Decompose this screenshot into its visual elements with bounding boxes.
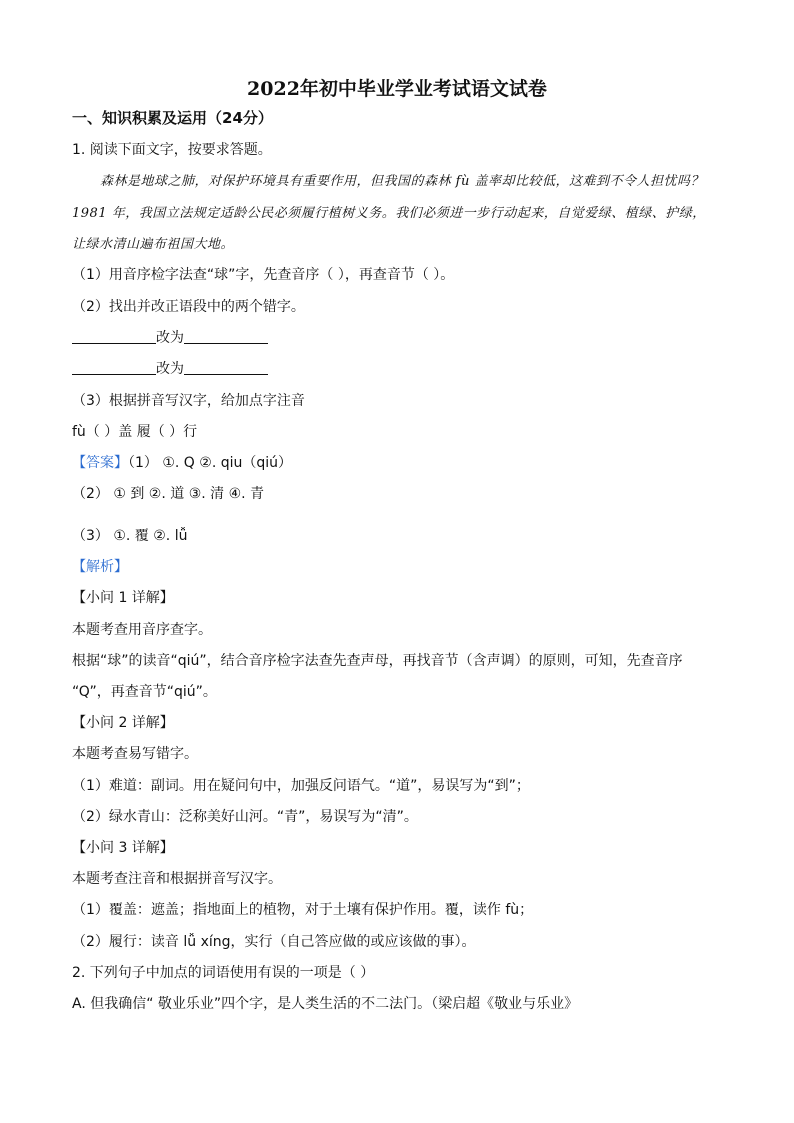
analysis-text: 本题考查用音序查字。 [72, 622, 212, 638]
sub-question-1: （1）用音序检字法查“球”字，先查音序（ ），再查音节（ ）。 [72, 267, 455, 283]
answer-text: （1） ①. Q ②. qiu（qiú） [128, 455, 293, 471]
question-2-option-a: A. 但我确信“ 敬业乐业”四个字，是人类生活的不二法门。（梁启超《敬业与乐业》 [72, 996, 579, 1012]
analysis-tag: 【解析】 [72, 559, 128, 575]
analysis-subheading-1: 【小问 1 详解】 [72, 590, 174, 606]
answer-row-2: （2） ① 到 ②. 道 ③. 清 ④. 青 [72, 486, 265, 502]
fix-label: 改为 [156, 330, 184, 346]
answer-tag: 【答案】 [72, 455, 128, 471]
analysis-text: 本题考查易写错字。 [72, 746, 198, 762]
answer-row-1 [72, 453, 292, 473]
passage-line-3: 让绿水清山遍布祖国大地。 [72, 237, 235, 252]
question-1-stem: 1. 阅读下面文字，按要求答题。 [72, 142, 272, 158]
answer-blank[interactable] [72, 329, 156, 344]
analysis-text: （1）覆盖：遮盖；指地面上的植物，对于土壤有保护作用。覆，读作 fù； [72, 902, 534, 918]
analysis-text: 根据“球”的读音“qiú”，结合音序检字法查先查声母，再找音节（含声调）的原则，可知，先查音序 [72, 653, 683, 669]
analysis-subheading-3: 【小问 3 详解】 [72, 840, 174, 856]
sub-question-3: （3）根据拼音写汉字，给加点字注音 [72, 393, 305, 409]
sub-question-2: （2）找出并改正语段中的两个错字。 [72, 299, 305, 315]
pinyin-blanks-line: fù（ ）盖 履（ ）行 [72, 424, 198, 440]
analysis-text: （1）难道：副词。用在疑问句中，加强反问语气。“道”，易误写为“到”； [72, 778, 530, 794]
section-heading: 一、知识积累及运用（24分） [72, 109, 273, 127]
answer-blank[interactable] [184, 329, 268, 344]
exam-title: 2022年初中毕业学业考试语文试卷 [247, 78, 547, 100]
analysis-text: （2）绿水青山：泛称美好山河。“青”，易误写为“清”。 [72, 809, 418, 825]
question-2-stem: 2. 下列句子中加点的词语使用有误的一项是（ ） [72, 965, 375, 981]
analysis-text: （2）履行：读音 lǚ xíng，实行（自己答应做的或应该做的事）。 [72, 934, 476, 950]
correction-row-1 [72, 328, 268, 348]
answer-row-3: （3） ①. 覆 ②. lǚ [72, 528, 188, 544]
passage-line-1: 森林是地球之肺，对保护环境具有重要作用，但我国的森林 fù 盖率却比较低，这难到不令人担忧吗？ [100, 174, 704, 189]
answer-blank[interactable] [72, 360, 156, 375]
answer-blank[interactable] [184, 360, 268, 375]
passage-line-2: 1981 年，我国立法规定适龄公民必须履行植树义务。我们必须进一步行动起来，自觉爱绿、植绿、护绿， [72, 206, 706, 221]
analysis-subheading-2: 【小问 2 详解】 [72, 715, 174, 731]
fix-label: 改为 [156, 361, 184, 377]
analysis-text: 本题考查注音和根据拼音写汉字。 [72, 871, 282, 887]
correction-row-2 [72, 359, 268, 379]
analysis-text: “Q”，再查音节“qiú”。 [72, 684, 217, 700]
